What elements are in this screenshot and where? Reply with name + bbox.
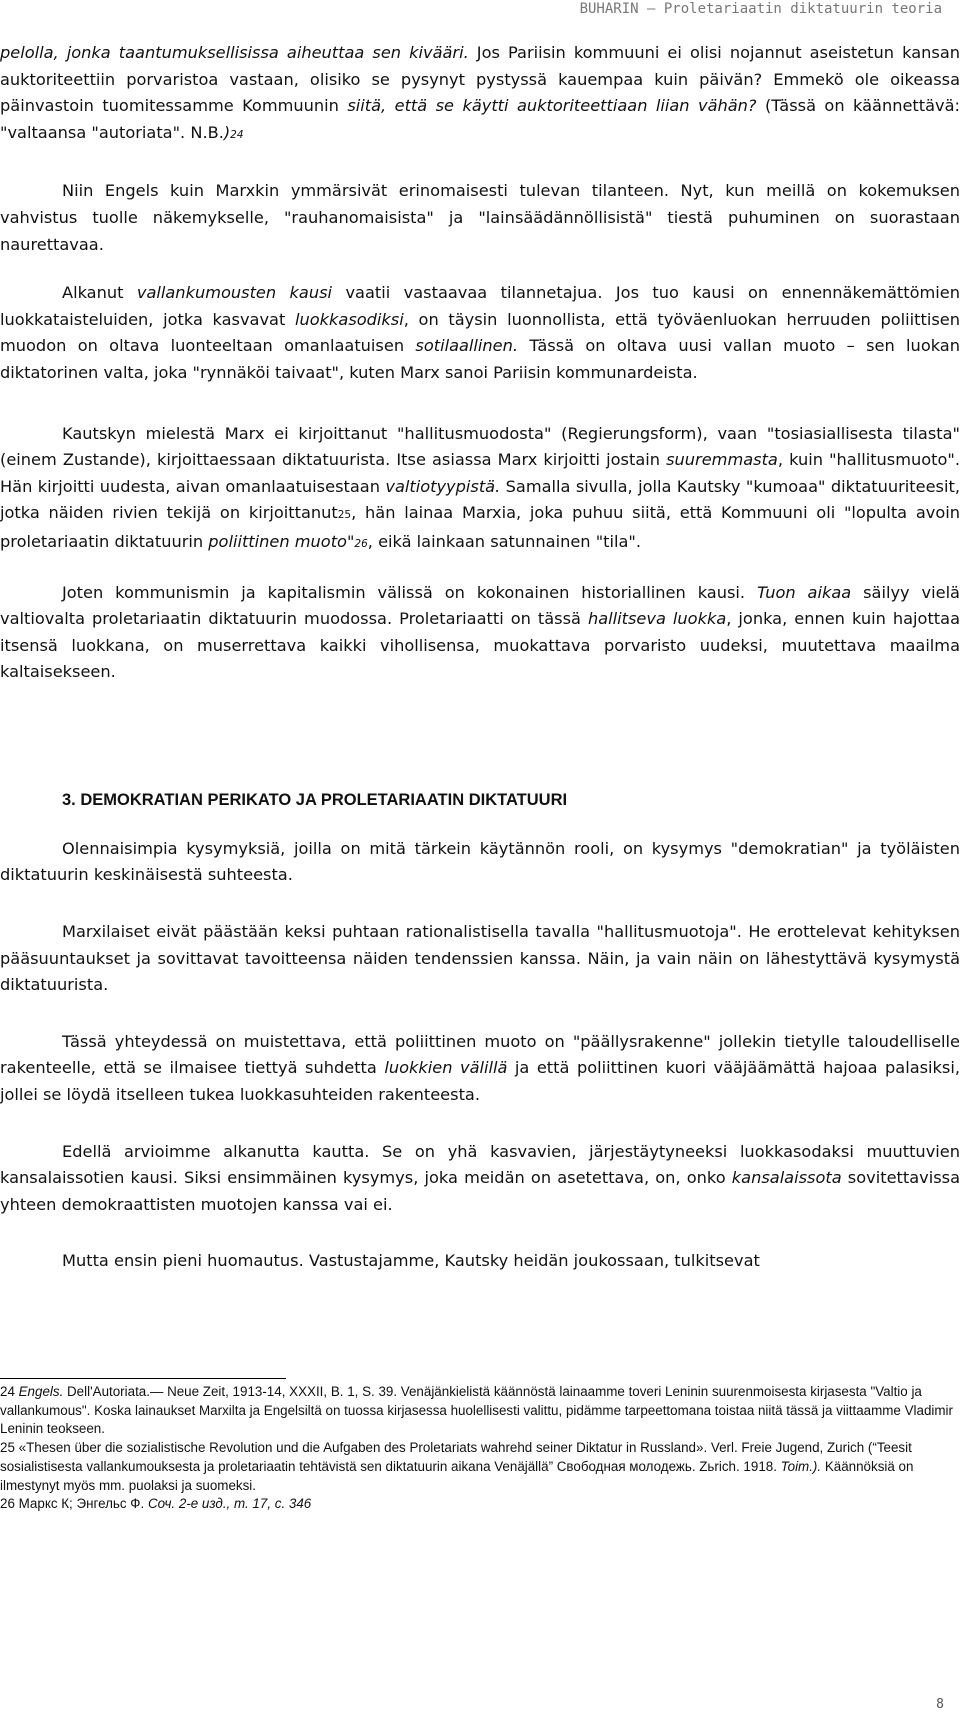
italic-text: siitä, että se käytti auktoriteettiaan liian vähän? xyxy=(347,96,757,116)
text-span: , eikä lainkaan satunnainen "tila". xyxy=(367,531,642,551)
text-span: vaatii vastaavaa tilannetajua. Jos tuo kausi on ennennäkemättömien luokkataisteluiden, jotka kasvavat xyxy=(0,283,960,329)
footnotes xyxy=(0,1383,960,1514)
footnote-divider xyxy=(0,1378,286,1379)
paragraph-9 xyxy=(0,1139,960,1219)
text-span: ja että poliittinen kuori vääjäämättä hajoaa palasiksi, jollei se löydä itselleen tukea luokkasuhteiden rakenteesta. xyxy=(0,1058,960,1105)
text-span: (Tässä on käännettävä: "valtaansa "autoriata". N.B. xyxy=(0,96,960,142)
footnote-text: Маркс К; Энгельс Ф. xyxy=(14,1496,148,1512)
italic-text: Engels. xyxy=(14,1384,68,1399)
section-heading: 3. DEMOKRATIAN PERIKATO JA PROLETARIAATIN DIKTATUURI xyxy=(62,790,568,809)
footnote-number: 24 xyxy=(0,1384,15,1399)
text-span: Tässä yhteydessä on muistettava, että poliittinen muoto on "päällysrakenne" jollekin tietylle taloudelliselle rakenteelle, että se ilmaisee tiettyä suhdetta xyxy=(0,1031,960,1078)
paragraph-8 xyxy=(0,1029,960,1109)
paragraph-5 xyxy=(0,580,960,686)
paragraph-4 xyxy=(0,421,960,558)
paragraph-2: Niin Engels kuin Marxkin ymmärsivät erinomaisesti tulevan tilanteen. Nyt, kun meillä on kokemuksen vahvistus tuolle näkemykselle, "rauhanomaisista" ja "lainsäädännöllisistä" tiestä puhuminen on suorastaan naurettavaa. xyxy=(0,181,960,254)
paragraph-10: Mutta ensin pieni huomautus. Vastustajamme, Kautsky heidän joukossaan, tulkitsevat xyxy=(62,1251,760,1271)
text-span: Joten kommunismin ja kapitalismin välissä on kokonainen historiallinen kausi. xyxy=(62,582,757,602)
running-header: BUHARIN – Proletariaatin diktatuurin teoria xyxy=(579,1,942,17)
italic-text: sotilaallinen. xyxy=(415,336,519,356)
text-span: Alkanut xyxy=(62,283,137,303)
italic-text: ) xyxy=(223,122,231,142)
italic-text: kansalaissota xyxy=(731,1168,842,1188)
text-span: , on täysin luonnollista, että työväenluokan herruuden poliittisen muodon on oltava luonteeltaan omanlaatuisen xyxy=(0,309,960,356)
text-span: Jos Pariisin kommuuni ei olisi nojannut aseistetun kansan auktoriteettiin porvaristoa vastaan, olisiko se pysynyt pystyssä kauempaa kuin päivän? Emmekö ole oikeassa päinvastoin tuomitessamme Kommuunin xyxy=(0,43,960,116)
italic-text: Toim.). xyxy=(780,1458,822,1474)
footnote-25 xyxy=(0,1439,960,1495)
text-span: Tässä on oltava uusi vallan muoto – sen luokan diktatorinen valta, joka "rynnäköi taivaat", kuten Marx sanoi Pariisin kommunardeista. xyxy=(0,336,960,382)
text-span: Kautskyn mielestä Marx ei kirjoittanut "hallitusmuodosta" (Regierungsform), vaan "tosiasiallisesta tilasta" (einem Zustande), kirjoittaessaan diktatuurista. Itse asiassa Marx kirjoitti jostain xyxy=(0,423,960,470)
italic-text: luokkasodiksi xyxy=(294,309,404,329)
footnote-ref-24[interactable]: 24 xyxy=(230,128,244,141)
text-span: , kuin "hallitusmuoto". Hän kirjoitti uudesta, aivan omanlaatuisestaan xyxy=(0,450,960,496)
italic-text: poliittinen muoto xyxy=(208,531,347,551)
footnote-number: 25 xyxy=(0,1440,15,1456)
text-span: säilyy vielä valtiovalta proletariaatin diktatuurin muodossa. Proletariaatti on tässä xyxy=(0,582,960,629)
footnote-ref-25[interactable]: 25 xyxy=(337,509,352,522)
text-span: Edellä arvioimme alkanutta kautta. Se on yhä kasvavien, järjestäytyneeksi luokkasodaksi muuttuvien kansalaissotien kausi. Siksi ensimmäinen kysymys, joka meidän on asetettava, on, onko xyxy=(0,1141,960,1188)
paragraph-1 xyxy=(0,40,960,148)
text-span: sovitettavissa yhteen demokraattisten muotojen kanssa vai ei. xyxy=(0,1168,960,1214)
paragraph-7: Marxilaiset eivät päästään keksi puhtaan rationalistisella tavalla "hallitusmuotoja". He erottelevat kehityksen pääsuuntaukset ja sovittavat tavoitteensa näiden tendenssien kanssa. Näin, ja vain näin on lähestyttävä kysymystä diktatuurista. xyxy=(0,922,960,995)
italic-text: suuremmasta xyxy=(666,450,778,470)
page-number: 8 xyxy=(936,1697,944,1712)
italic-text: Соч. 2-е изд., т. 17, с. 346 xyxy=(147,1496,312,1512)
italic-text: hallitseva luokka xyxy=(587,609,727,629)
footnote-ref-26[interactable]: 26 xyxy=(354,537,368,550)
text-span: , jonka, ennen kuin hajottaa itsensä luokkana, on muserrettava kaikki vihollisensa, muokattava porvaristo uudeksi, muutettava maailma kaltaisekseen. xyxy=(0,609,960,682)
italic-text: luokkien välillä xyxy=(384,1058,508,1078)
page-body xyxy=(0,40,960,1275)
italic-text: pelolla, jonka taantumuksellisissa aiheuttaa sen kivääri. xyxy=(0,43,469,62)
italic-text: vallankumousten kausi xyxy=(136,283,333,303)
italic-text: valtiotyypistä. xyxy=(385,476,501,496)
text-span: " xyxy=(346,531,355,551)
paragraph-6: Olennaisimpia kysymyksiä, joilla on mitä tärkein käytännön rooli, on kysymys "demokratian" ja työläisten diktatuurin keskinäisestä suhteesta. xyxy=(0,838,960,885)
italic-text: Tuon aikaa xyxy=(756,582,852,602)
footnote-number: 26 xyxy=(0,1496,15,1512)
footnote-text: Käännöksiä on ilmestynyt myös mm. puolaksi ja suomeksi. xyxy=(0,1458,914,1493)
footnote-text: «Thesen über die sozialistische Revolution und die Aufgaben des Proletariats wahrehd seiner Diktatur in Russland». Verl. Freie Jugend, Zurich (“Teesit sosialistisesta vallankumouksesta ja proletariaatin tehtävistä sen diktatuurin aikana Venäjällä” Свободная молодежь. Zьrich. 1918. xyxy=(0,1440,912,1474)
text-span: Samalla sivulla, jolla Kautsky "kumoaa" diktatuuriteesit, jotka näiden rivien tekijä on kirjoittanut xyxy=(0,476,960,523)
text-span: , hän lainaa Marxia, joka puhuu siitä, että Kommuuni oli "lopulta avoin proletariaatin diktatuurin xyxy=(0,503,960,551)
paragraph-3 xyxy=(0,280,960,386)
footnote-26 xyxy=(0,1495,960,1514)
footnote-text: Dell'Autoriata.— Neue Zeit, 1913-14, XXXII, B. 1, S. 39. Venäjänkielistä käännöstä lainaamme toveri Leninin suurenmoisesta kirjasesta "Valtio ja vallankumous". Koska lainaukset Marxilta ja Engelsiltä on tuossa kirjasessa huolellisesti valittu, pidämme tarpeettomana toistaa niitä tässä ja viittaamme Vladimir Leninin teokseen. xyxy=(0,1384,953,1437)
footnote-24 xyxy=(0,1383,960,1439)
